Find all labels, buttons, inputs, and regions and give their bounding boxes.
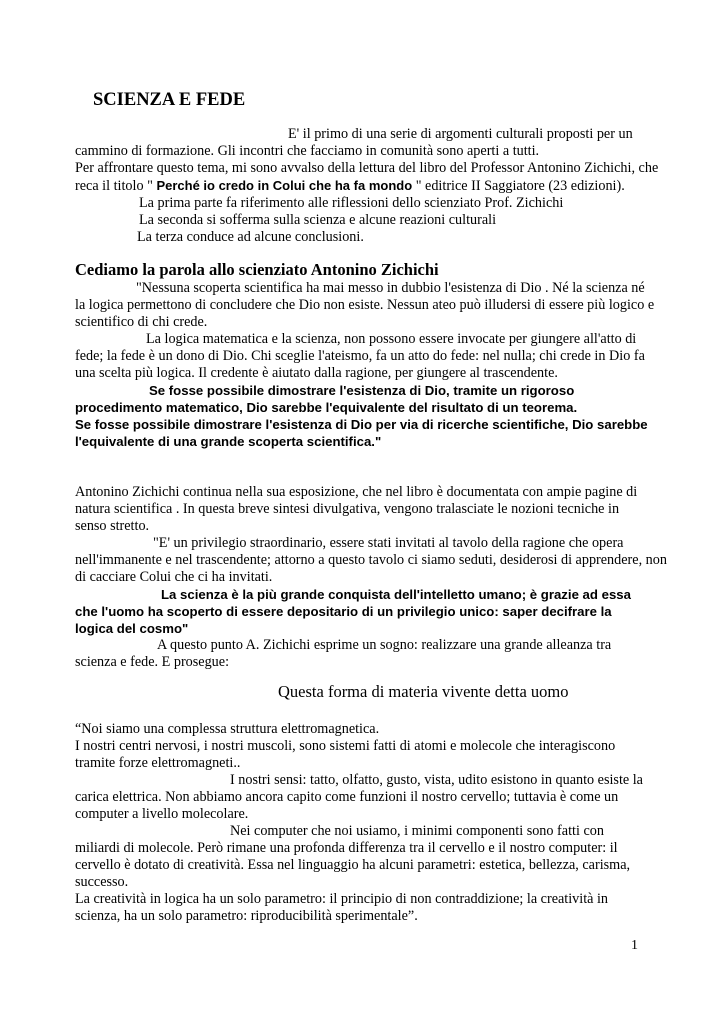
body-bold-line: logica del cosmo" [75,621,189,636]
body-line: nell'immanente e nel trascendente; attorno a questo tavolo ci siamo seduti, desiderosi di apprendere, non [75,552,667,568]
body-line: Antonino Zichichi continua nella sua esposizione, che nel libro è documentata con ampie pagine di [75,484,638,500]
body-line: I nostri sensi: tatto, olfatto, gusto, vista, udito esistono in quanto esiste la [230,772,643,788]
body-line: scienza, ha un solo parametro: riproducibilità sperimentale”. [75,908,418,924]
intro-line: cammino di formazione. Gli incontri che facciamo in comunità sono aperti a tutti. [75,143,540,159]
quote-line: fede; la fede è un dono di Dio. Chi sceglie l'ateismo, fa un atto do fede: nel nulla; chi crede in Dio fa [75,348,645,364]
body-line: "E' un privilegio straordinario, essere stati invitati al tavolo della ragione che opera [153,535,624,551]
quote-bold-line: l'equivalente di una grande scoperta scientifica." [75,434,382,449]
quote-line: la logica permettono di concludere che Dio non esiste. Nessun ateo può illudersi di essere più logico e [75,297,655,313]
quote-line: La logica matematica e la scienza, non possono essere invocate per giungere all'atto di [146,331,637,347]
intro-line: E' il primo di una serie di argomenti culturali proposti per un [288,126,633,142]
intro-line: Per affrontare questo tema, mi sono avvalso della lettura del libro del Professor Antonino Zichichi, che [75,160,659,176]
body-bold-line: La scienza è la più grande conquista dell'intelletto umano; è grazie ad essa [161,587,631,602]
body-line: tramite forze elettromagneti.. [75,755,241,771]
body-line: di cacciare Colui che ci ha invitati. [75,569,273,585]
body-line: A questo punto A. Zichichi esprime un sogno: realizzare una grande alleanza tra [157,637,612,653]
quote-line: scientifico di chi crede. [75,314,208,330]
intro-line: La seconda si sofferma sulla scienza e alcune reazioni culturali [139,212,497,228]
quote-line: una scelta più logica. Il credente è aiutato dalla ragione, per giungere al trascendente. [75,365,558,381]
quote-bold-line: Se fosse possibile dimostrare l'esistenza di Dio, tramite un rigoroso [149,383,575,398]
body-line: miliardi di molecole. Però rimane una profonda differenza tra il cervello e il nostro computer: il [75,840,618,856]
intro-suffix: " editrice II Saggiatore (23 edizioni). [412,178,625,194]
body-line: La creatività in logica ha un solo parametro: il principio di non contraddizione; la creatività in [75,891,609,907]
body-line: “Noi siamo una complessa struttura elettromagnetica. [75,721,380,737]
intro-line-book-title [75,177,625,195]
subheading: Questa forma di materia vivente detta uomo [278,682,569,701]
intro-line: La terza conduce ad alcune conclusioni. [137,229,364,245]
body-line: natura scientifica . In questa breve sintesi divulgativa, vengono tralasciate le nozioni tecniche in [75,501,620,517]
page-title: SCIENZA E FEDE [93,90,246,110]
quote-bold-line: procedimento matematico, Dio sarebbe l'equivalente del risultato di un teorema. [75,400,578,415]
body-line: Nei computer che noi usiamo, i minimi componenti sono fatti con [230,823,604,839]
book-title: Perché io credo in Colui che ha fa mondo [156,178,413,193]
body-line: carica elettrica. Non abbiamo ancora capito come funzioni il nostro cervello; tuttavia è come un [75,789,619,805]
body-line: scienza e fede. E prosegue: [75,654,230,670]
quote-line: "Nessuna scoperta scientifica ha mai messo in dubbio l'esistenza di Dio . Né la scienza né [136,280,645,296]
section-heading: Cediamo la parola allo scienziato Antonino Zichichi [75,260,439,279]
body-bold-line: che l'uomo ha scoperto di essere depositario di un privilegio unico: saper decifrare la [75,604,612,619]
body-line: cervello è dotato di creatività. Essa nel linguaggio ha alcuni parametri: estetica, bellezza, carisma, [75,857,631,873]
body-line: I nostri centri nervosi, i nostri muscoli, sono sistemi fatti di atomi e molecole che interagiscono [75,738,616,754]
quote-bold-line: Se fosse possibile dimostrare l'esistenza di Dio per via di ricerche scientifiche, Dio sarebbe [75,417,648,432]
body-line: computer a livello molecolare. [75,806,249,822]
page-number: 1 [631,938,638,953]
intro-prefix: reca il titolo " [75,178,157,194]
intro-line: La prima parte fa riferimento alle riflessioni dello scienziato Prof. Zichichi [139,195,564,211]
body-line: successo. [75,874,129,890]
body-line: senso stretto. [75,518,150,534]
